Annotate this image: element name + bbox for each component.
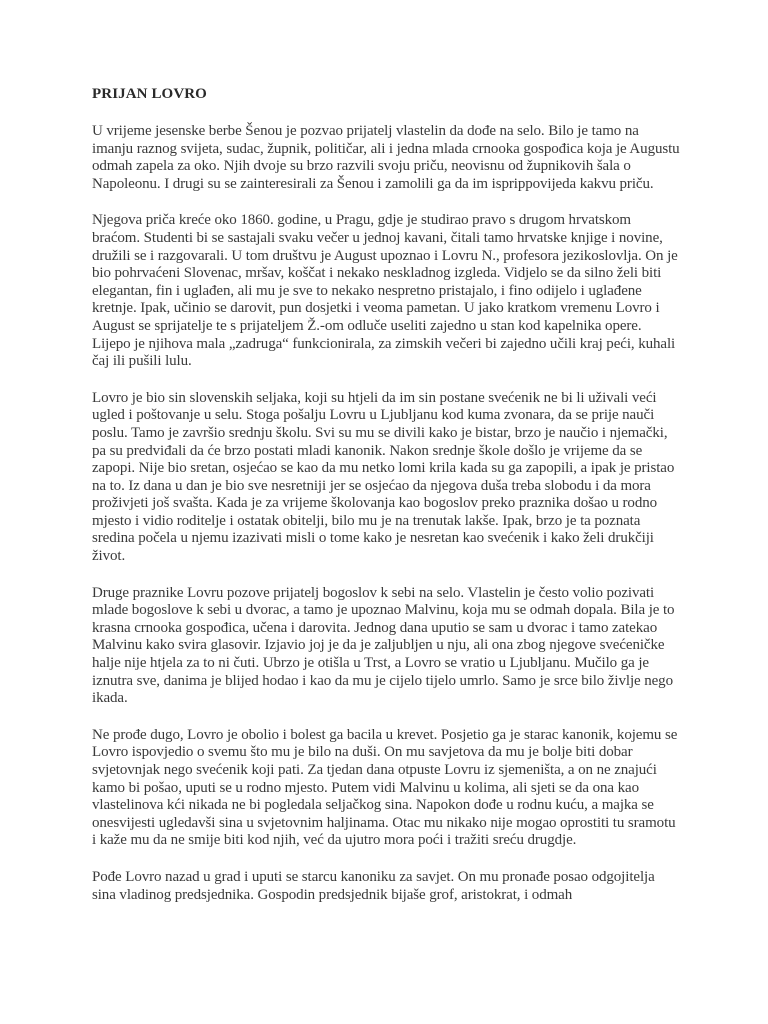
- paragraph-5: Ne prođe dugo, Lovro je obolio i bolest ga bacila u krevet. Posjetio ga je starac kanonik, kojemu se Lovro ispovjedio o svemu što mu je bilo na duši. On mu savjetova da mu je bolje biti dobar svjetovnjak nego svećenik koji pati. Za tjedan dana otpuste Lovru iz sjemeništa, a on ne znajući kamo bi pošao, uputi se u rodno mjesto. Putem vidi Malvinu u kolima, ali sjeti se da ona kao vlastelinova kći nikada ne bi pogledala seljačkog sina. Napokon dođe u rodnu kuću, a majka se onesvijesti ugledavši sina u svjetovnim haljinama. Otac mu nikako nije mogao oprostiti tu sramotu i kaže mu da ne smije biti kod njih, već da ujutro mora poći i tražiti sreću drugdje.: [92, 726, 678, 849]
- paragraph-1: U vrijeme jesenske berbe Šenou je pozvao prijatelj vlastelin da dođe na selo. Bilo je tamo na imanju raznog svijeta, sudac, župnik, političar, ali i jedna mlada crnooka gospođica koja je Augustu odmah zapela za oko. Njih dvoje su brzo razvili svoju priču, neovisnu od župnikovih šala o Napoleonu. I drugi su se zainteresirali za Šenou i zamolili ga da im isprippovijeda kakvu priču.: [92, 123, 680, 192]
- document-page: [92, 84, 680, 923]
- paragraph-4: Druge praznike Lovru pozove prijatelj bogoslov k sebi na selo. Vlastelin je često volio pozivati mlade bogoslove k sebi u dvorac, a tamo je upoznao Malvinu, koja mu se odmah dopala. Bila je to krasna crnooka gospođica, učena i darovita. Jednog dana uputio se sam u dvorac i tamo zatekao Malvinu kako svira glasovir. Izjavio joj je da je zaljubljen u nju, ali ona zbog njegove svećeničke halje nije htjela za to ni čuti. Ubrzo je otišla u Trst, a Lovro se vratio u Ljubljanu. Mučilo ga je iznutra sve, danima je blijed hodao i kao da mu je cijelo tijelo umrlo. Samo je srce bilo življe nego ikada.: [92, 584, 675, 707]
- paragraph-3: Lovro je bio sin slovenskih seljaka, koji su htjeli da im sin postane svećenik ne bi li uživali veći ugled i poštovanje u selu. Stoga pošalju Lovru u Ljubljanu kod kuma zvonara, da se prije nauči poslu. Tamo je završio srednju školu. Svi su mu se divili kako je bistar, brzo je naučio i njemački, pa su predviđali da će brzo postati mladi kanonik. Nakon srednje škole došlo je vrijeme da se zapopi. Nije bio sretan, osjećao se kao da mu netko lomi krila kada su ga zapopili, a ipak je pristao na to. Iz dana u dan je bio sve nesretniji jer se osjećao da njegova duša treba slobodu i da mora proživjeti još svašta. Kada je za vrijeme školovanja kao bogoslov preko praznika došao u rodno mjesto i vidio roditelje i ostatak obitelji, bilo mu je na trenutak lakše. Ipak, brzo je ta poznata sredina počela u njemu izazivati misli o tome kako je nesretan kao svećenik i kako želi drukčiji život.: [92, 389, 675, 565]
- paragraph-6: Pođe Lovro nazad u grad i uputi se starcu kanoniku za savjet. On mu pronađe posao odgojitelja sina vladinog predsjednika. Gospodin predsjednik bijaše grof, aristokrat, i odmah: [92, 868, 655, 903]
- paragraph-2: Njegova priča kreće oko 1860. godine, u Pragu, gdje je studirao pravo s drugom hrvatskom braćom. Studenti bi se sastajali svaku večer u jednoj kavani, čitali tamo hrvatske knjige i novine, družili se i razgovarali. U tom društvu je August upoznao i Lovru N., profesora jezikoslovlja. On je bio pohrvaćeni Slovenac, mršav, koščat i nekako neskladnog izgleda. Vidjelo se da silno želi biti elegantan, fin i uglađen, ali mu je sve to nekako nespretno pristajalo, i fino odijelo i uglađene kretnje. Ipak, učinio se darovit, pun dosjetki i veoma pametan. U jako kratkom vremenu Lovro i August se sprijateljе te s prijateljem Ž.-om odluče useliti zajedno u stan kod kapelnika opere. Lijepo je njihova mala „zadruga“ funkcionirala, za zimskih večeri bi zajedno učili kraj peći, kuhali čaj ili pušili lulu.: [92, 212, 678, 370]
- document-title: PRIJAN LOVRO: [92, 86, 207, 102]
